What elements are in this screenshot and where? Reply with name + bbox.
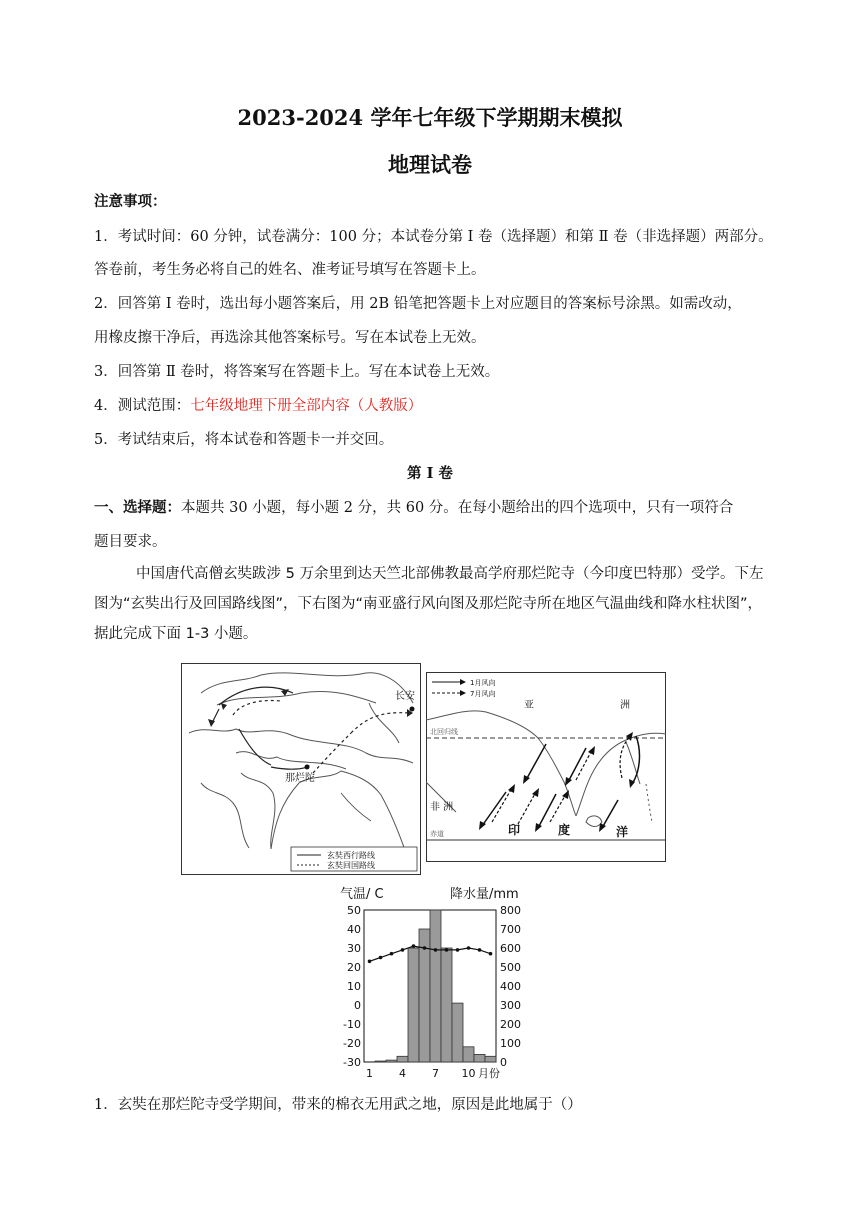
- mc-instructions: [94, 496, 733, 517]
- temp-tick-label: -10: [343, 1018, 361, 1031]
- temp-point-5: [412, 944, 416, 948]
- precip-tick-label: 700: [500, 923, 521, 936]
- precip-tick-label: 0: [500, 1056, 507, 1069]
- label-asia-1: 亚: [524, 700, 534, 711]
- temp-point-8: [445, 948, 449, 952]
- temp-point-9: [456, 948, 460, 952]
- notice-item-4: [94, 394, 422, 415]
- precip-bar-2: [375, 1061, 386, 1062]
- x-tick-labels: [366, 1067, 476, 1080]
- notice-heading: 注意事项：: [94, 193, 167, 210]
- temp-tick-label: 40: [347, 923, 361, 936]
- x-axis-title: 月份: [478, 1067, 500, 1080]
- temp-point-7: [434, 948, 438, 952]
- precip-tick-label: 600: [500, 942, 521, 955]
- x-tick-label: 1: [366, 1067, 373, 1080]
- exam-title: 2023-2024 学年七年级下学期期末模拟: [237, 105, 623, 130]
- mc-text: 本题共 30 小题，每小题 2 分，共 60 分。在每小题给出的四个选项中，只有一项符合: [181, 500, 734, 516]
- label-africa: 非 洲: [430, 802, 454, 813]
- temp-point-3: [390, 952, 394, 956]
- mc-text-cont: 题目要求。: [94, 534, 167, 550]
- notice-item-5: 5．考试结束后，将本试卷和答题卡一并交回。: [94, 432, 394, 448]
- precip-tick-label: 500: [500, 961, 521, 974]
- label-ocean-2: 度: [558, 823, 571, 837]
- temp-point-6: [423, 946, 427, 950]
- precip-bar-12: [485, 1056, 496, 1062]
- precip-bar-3: [386, 1060, 397, 1062]
- label-changan: 长安: [395, 691, 415, 702]
- part-title: 第 Ⅰ 卷: [407, 465, 453, 482]
- precip-bar-7: [430, 910, 441, 1062]
- south-asia-wind-map: [426, 672, 666, 862]
- temp-point-4: [401, 948, 405, 952]
- precip-bar-9: [452, 1003, 463, 1062]
- precip-tick-label: 300: [500, 999, 521, 1012]
- temp-point-11: [478, 948, 482, 952]
- intro-paragraph: 中国唐代高僧玄奘跋涉 5 万余里到达天竺北部佛教最高学府那烂陀寺（今印度巴特那）受学。下左图为“玄奘出行及回国路线图”，下右图为“南亚盛行风向图及那烂陀寺所在地区气温曲线和降水柱状图”，据此完成下面 1-3 小题。: [94, 566, 764, 642]
- xuanzang-route-map: [181, 663, 421, 875]
- test-scope-text: 七年级地理下册全部内容（人教版）: [190, 398, 423, 414]
- climate-chart: [330, 880, 530, 1082]
- precip-bars: [375, 910, 496, 1062]
- label-asia-2: 洲: [620, 700, 630, 711]
- label-nalanda: 那烂陀: [285, 773, 315, 784]
- exam-subtitle: 地理试卷: [388, 152, 472, 177]
- temp-tick-label: 20: [347, 961, 361, 974]
- precip-bar-4: [397, 1056, 408, 1062]
- temp-point-1: [368, 960, 372, 964]
- temp-tick-label: 30: [347, 942, 361, 955]
- label-tropic: 北回归线: [430, 728, 458, 736]
- legend-jul-label: 7月风向: [470, 690, 496, 698]
- precip-tick-label: 200: [500, 1018, 521, 1031]
- temp-point-10: [467, 946, 471, 950]
- precip-bar-5: [408, 948, 419, 1062]
- x-tick-label: 4: [399, 1067, 406, 1080]
- precip-tick-label: 400: [500, 980, 521, 993]
- legend-jan-label: 1月风向: [470, 679, 496, 687]
- temp-point-2: [379, 956, 383, 960]
- label-ocean-1: 印: [508, 823, 521, 837]
- temp-tick-label: -30: [343, 1056, 361, 1069]
- precip-bar-8: [441, 948, 452, 1062]
- precip-tick-labels: [500, 904, 521, 1069]
- notice-item-2: 2．回答第 Ⅰ 卷时，选出每小题答案后，用 2B 铅笔把答题卡上对应题目的答案标号涂黑。如需改动，: [94, 296, 742, 312]
- temp-tick-label: 50: [347, 904, 361, 917]
- temp-tick-label: 10: [347, 980, 361, 993]
- notice-item-2-cont: 用橡皮擦干净后，再选涂其他答案标号。写在本试卷上无效。: [94, 330, 486, 346]
- label-equator: 赤道: [430, 830, 444, 838]
- precip-axis-title: 降水量/mm: [450, 887, 519, 902]
- precip-bar-10: [463, 1047, 474, 1062]
- temp-point-12: [489, 952, 493, 956]
- notice-item-1: 1．考试时间：60 分钟，试卷满分：100 分；本试卷分第 Ⅰ 卷（选择题）和第 Ⅱ 卷（非选择题）两部分。: [94, 229, 773, 245]
- precip-bar-11: [474, 1054, 485, 1062]
- precip-tick-label: 100: [500, 1037, 521, 1050]
- label-ocean-3: 洋: [616, 825, 629, 839]
- temp-tick-labels: [343, 904, 361, 1069]
- temp-axis-title: 气温/ C: [340, 887, 384, 902]
- notice-item-1-cont: 答卷前，考生务必将自己的姓名、准考证号填写在答题卡上。: [94, 262, 486, 278]
- precip-tick-label: 800: [500, 904, 521, 917]
- mc-heading: 一、选择题：: [94, 499, 181, 516]
- temp-tick-label: 0: [354, 999, 361, 1012]
- x-tick-label: 10: [461, 1067, 476, 1080]
- temp-tick-label: -20: [343, 1037, 361, 1050]
- question-1: 1．玄奘在那烂陀寺受学期间，带来的棉衣无用武之地，原因是此地属于（）: [94, 1097, 582, 1113]
- legend-outbound-label: 玄奘西行路线: [327, 851, 375, 860]
- x-tick-label: 7: [432, 1067, 439, 1080]
- notice-item-3: 3．回答第 Ⅱ 卷时，将答案写在答题卡上。写在本试卷上无效。: [94, 364, 500, 380]
- legend-return-label: 玄奘回国路线: [327, 861, 375, 870]
- notice-item-4-prefix: 4．测试范围：: [94, 398, 191, 414]
